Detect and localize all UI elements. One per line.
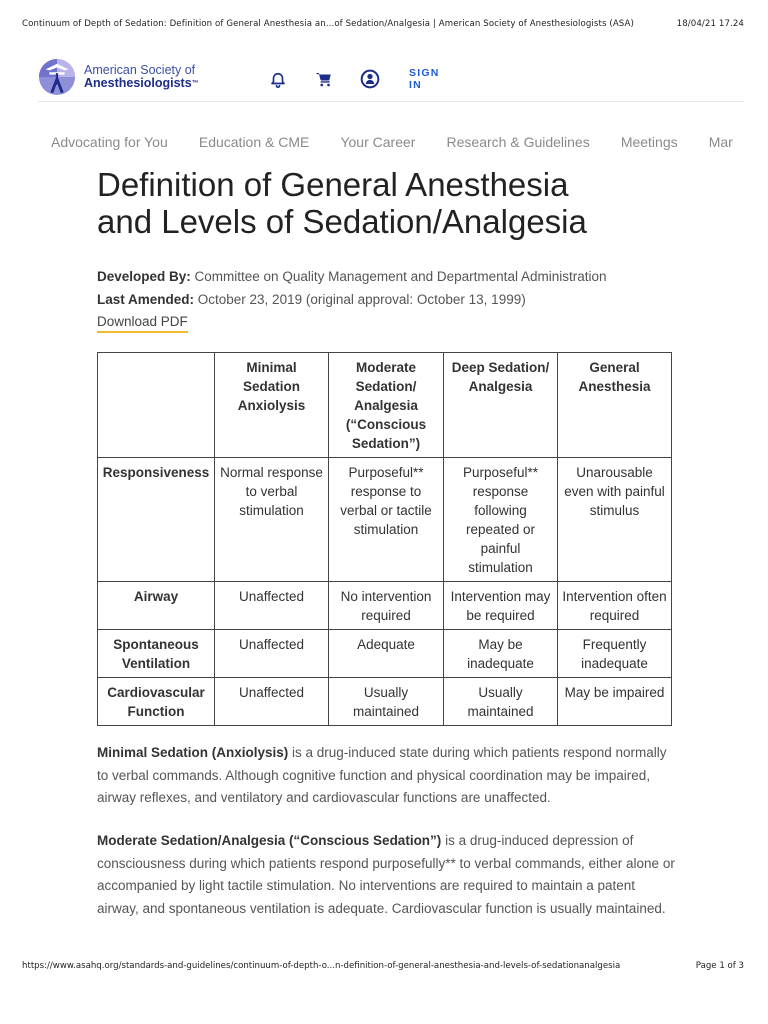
- table-cell: Unaffected: [215, 582, 329, 630]
- nav-item-research[interactable]: Research & Guidelines: [446, 134, 590, 150]
- sign-in-line2: IN: [409, 79, 422, 91]
- table-cell: Unaffected: [215, 630, 329, 678]
- table-cell: Usually maintained: [329, 678, 444, 726]
- table-cell: May be inadequate: [444, 630, 558, 678]
- page-title: [97, 170, 717, 240]
- header-icons: [267, 67, 439, 91]
- sedation-levels-table: [97, 352, 672, 726]
- logo-tm: ™: [191, 80, 199, 87]
- table-row-header: Airway: [98, 582, 215, 630]
- table-cell: Intervention may be required: [444, 582, 558, 630]
- logo-line2: Anesthesiologists™: [84, 76, 199, 90]
- nav-item-advocating[interactable]: Advocating for You: [51, 134, 168, 150]
- table-cell: Unaffected: [215, 678, 329, 726]
- developed-by-value: Committee on Quality Management and Departmental Administration: [190, 269, 607, 284]
- user-icon: [360, 69, 380, 89]
- print-footer-url: https://www.asahq.org/standards-and-guidelines/continuum-of-depth-o...n-definition-of-general-anesthesia-and-levels-of-sedationanalgesia: [22, 961, 621, 971]
- last-amended-label: Last Amended:: [97, 291, 195, 307]
- print-header-datetime: 18/04/21 17.24: [676, 19, 744, 29]
- notifications-button[interactable]: [267, 68, 289, 90]
- table-header-cell: Moderate Sedation/ Analgesia (“Conscious Sedation”): [329, 353, 444, 458]
- site-header: [38, 58, 744, 98]
- page-title-line2: and Levels of Sedation/Analgesia: [97, 203, 587, 240]
- table-row-header: Responsiveness: [98, 458, 215, 582]
- table-header-cell: General Anesthesia: [558, 353, 672, 458]
- logo-line1: American Society of: [84, 63, 196, 77]
- page-title-wrap: [97, 170, 717, 244]
- logo-text: [84, 64, 199, 90]
- definition-text: is a drug-induced state during which patients respond normally to verbal commands. Although cognitive function and physical coordination may be impaired, airway reflexes, and ventilatory and cardiovascular functions are unaffected.: [97, 745, 667, 805]
- header-divider: [38, 101, 744, 102]
- print-footer: [22, 961, 744, 971]
- sign-in-line1: SIGN: [409, 67, 440, 79]
- table-header-cell: Minimal Sedation Anxiolysis: [215, 353, 329, 458]
- definition-term: Moderate Sedation/Analgesia (“Conscious Sedation”): [97, 833, 442, 848]
- table-cell: Frequently inadequate: [558, 630, 672, 678]
- table-cell: Normal response to verbal stimulation: [215, 458, 329, 582]
- asa-logo[interactable]: [38, 58, 199, 96]
- last-amended: [97, 289, 607, 312]
- nav-item-more[interactable]: Mar: [708, 134, 733, 150]
- table-row: [98, 458, 672, 582]
- table-row: [98, 630, 672, 678]
- definition-text: is a drug-induced depression of consciousness during which patients respond purposefully** to verbal commands, either alone or accompanied by light tactile stimulation. No interventions are required to maintain a patent airway, and spontaneous ventilation is adequate. Cardiovascular function is usually maintained.: [97, 833, 675, 916]
- definition-minimal-sedation: [97, 742, 677, 810]
- table-header-cell: Deep Sedation/ Analgesia: [444, 353, 558, 458]
- download-pdf-link[interactable]: Download PDF: [97, 313, 188, 333]
- last-amended-value: October 23, 2019 (original approval: October 13, 1999): [194, 291, 526, 307]
- table-cell: No intervention required: [329, 582, 444, 630]
- table-cell: Adequate: [329, 630, 444, 678]
- table-header-empty: [98, 353, 215, 458]
- table-cell: May be impaired: [558, 678, 672, 726]
- main-nav: [51, 132, 768, 152]
- table-header-row: [98, 353, 672, 458]
- table-row: [98, 678, 672, 726]
- cart-button[interactable]: [313, 68, 335, 90]
- account-button[interactable]: [359, 68, 381, 90]
- print-header-title: Continuum of Depth of Sedation: Definition of General Anesthesia an...of Sedation/Analgesia | American Society of Anesthesiologists (ASA): [22, 19, 634, 29]
- page-title-line1: Definition of General Anesthesia: [97, 170, 569, 203]
- definition-term: Minimal Sedation (Anxiolysis): [97, 745, 289, 760]
- table-row-header: Spontaneous Ventilation: [98, 630, 215, 678]
- bell-icon: [269, 70, 287, 88]
- print-header: [22, 19, 744, 29]
- table-row-header: Cardiovascular Function: [98, 678, 215, 726]
- table-cell: Purposeful** response following repeated or painful stimulation: [444, 458, 558, 582]
- developed-by-label: Developed By:: [97, 269, 191, 284]
- definition-moderate-sedation: [97, 830, 677, 920]
- nav-item-meetings[interactable]: Meetings: [620, 134, 678, 150]
- table-cell: Usually maintained: [444, 678, 558, 726]
- asa-logo-icon: [38, 58, 76, 96]
- print-footer-page: Page 1 of 3: [695, 961, 744, 971]
- nav-item-education[interactable]: Education & CME: [198, 134, 310, 150]
- table-row: [98, 582, 672, 630]
- article-meta: [97, 266, 607, 334]
- table-cell: Intervention often required: [558, 582, 672, 630]
- table-cell: Unarousable even with painful stimulus: [558, 458, 672, 582]
- developed-by: [97, 266, 607, 289]
- sign-in-link[interactable]: [409, 67, 439, 91]
- nav-item-career[interactable]: Your Career: [340, 134, 416, 150]
- table-cell: Purposeful** response to verbal or tactile stimulation: [329, 458, 444, 582]
- cart-icon: [315, 70, 333, 88]
